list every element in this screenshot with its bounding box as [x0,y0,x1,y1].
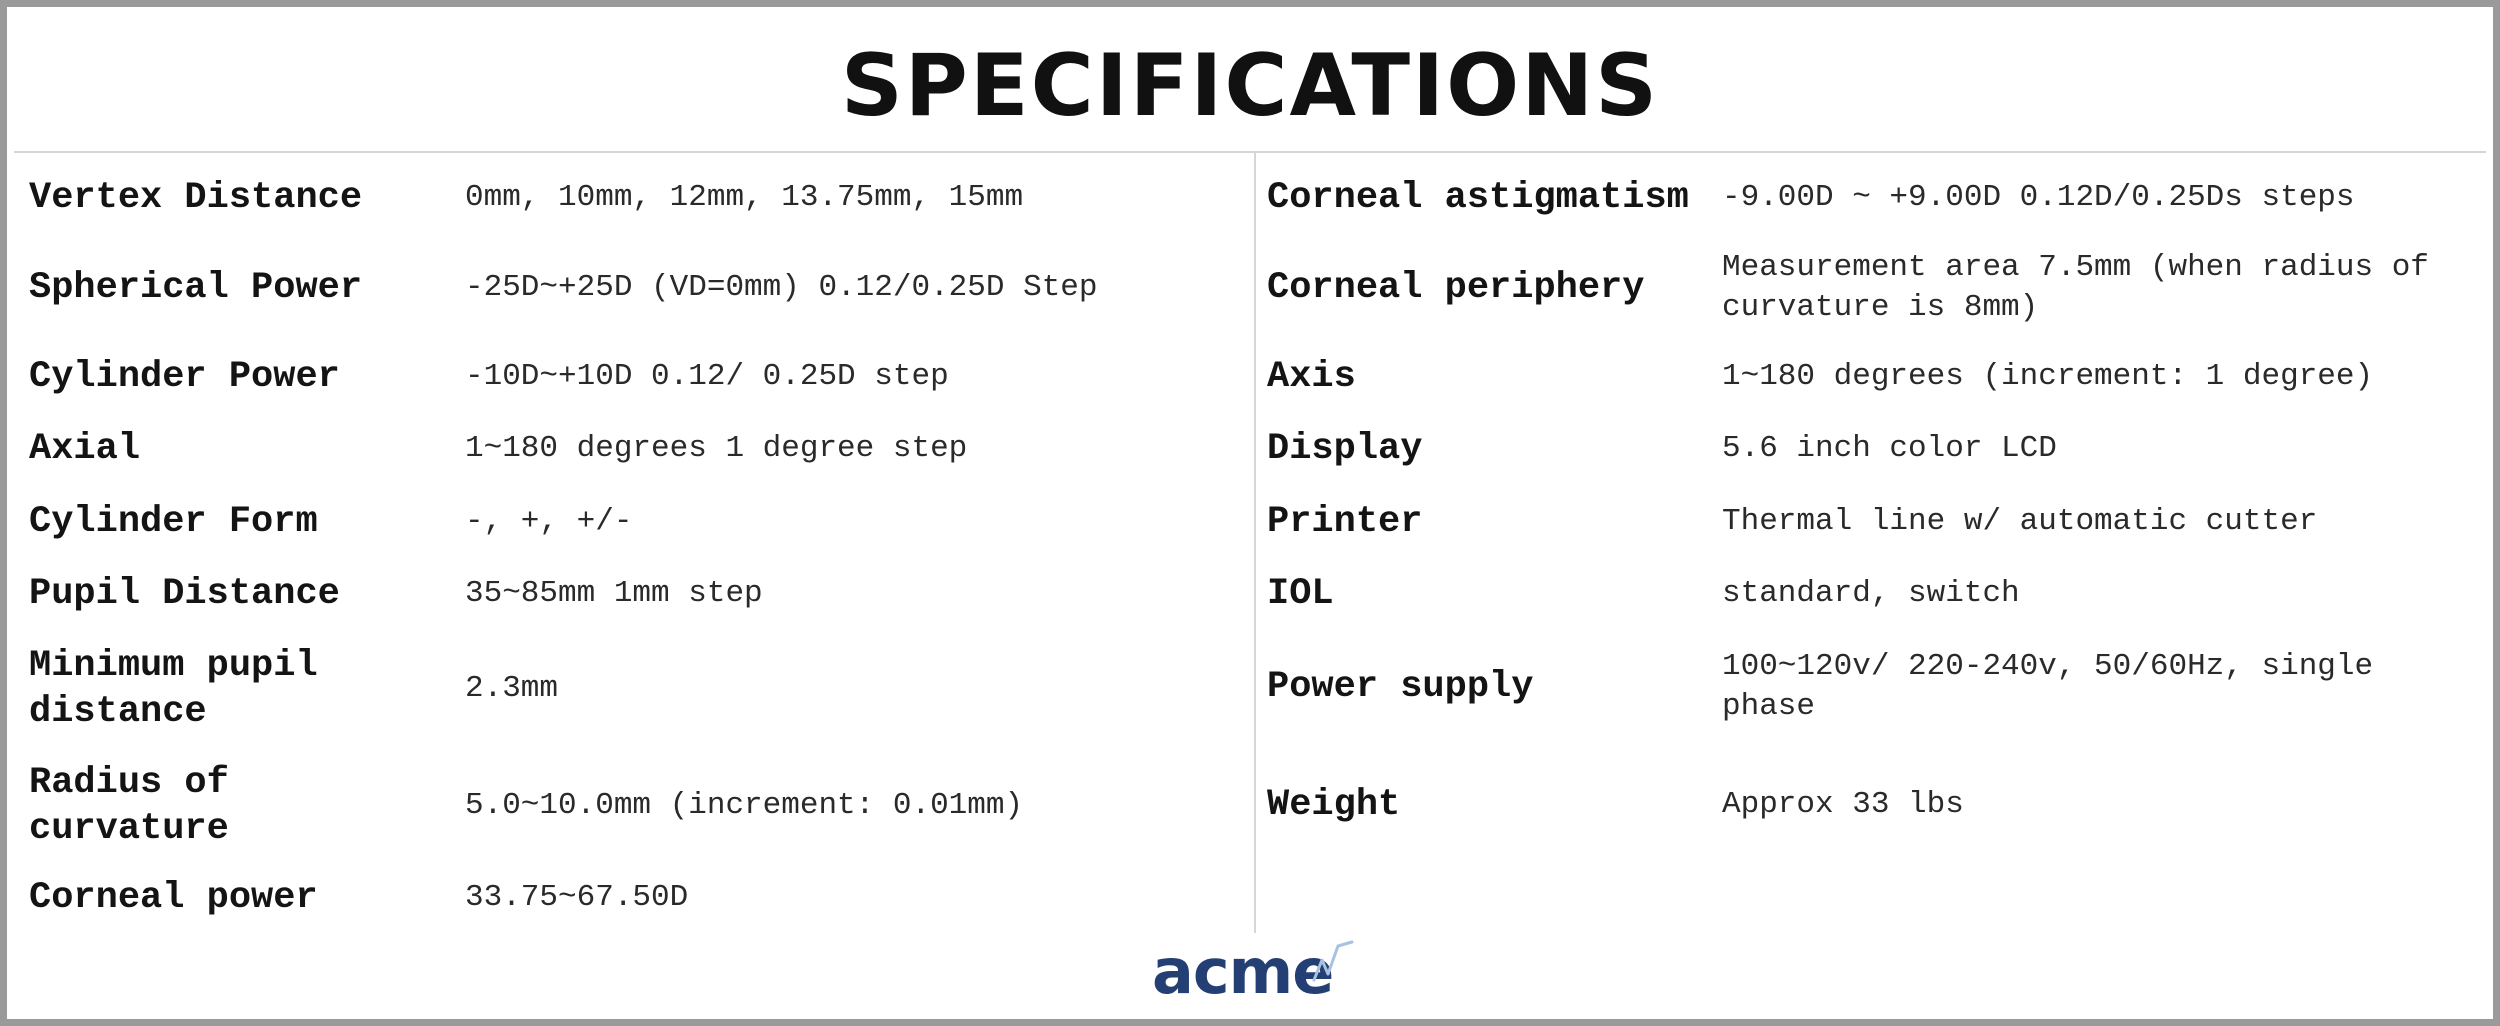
spec-label: Axial [29,428,141,470]
spec-label: Corneal periphery [1267,267,1645,309]
spec-label: Cylinder Power [29,356,340,398]
spec-row [29,248,1244,328]
spec-row [29,637,1244,741]
spec-label: Pupil Distance [29,573,340,615]
spec-label: Printer [1267,501,1423,543]
logo-swoosh-icon [1312,940,1354,988]
spec-row [29,754,1244,858]
spec-value: Approx 33 lbs [1722,787,1964,822]
spec-value: 5.6 inch color LCD [1722,431,2057,466]
spec-value: 35~85mm 1mm step [465,576,763,611]
spec-value: standard, switch [1722,576,2020,611]
spec-value: 5.0~10.0mm (increment: 0.01mm) [465,788,1024,823]
spec-row [1267,420,2492,478]
spec-label: Power supply [1267,666,1534,708]
spec-row [29,565,1244,623]
logo-wordmark: acme [1152,935,1334,1008]
spec-row [1267,565,2492,623]
spec-value: 1~180 degrees (increment: 1 degree) [1722,359,2374,394]
acme-logo [1152,932,1362,1022]
spec-label: Cylinder Form [29,501,318,543]
spec-label: Vertex Distance [29,177,363,219]
spec-row [1267,242,2492,334]
spec-row [29,493,1244,551]
spec-label: Spherical Power [29,267,363,309]
spec-value: -9.00D ~ +9.00D 0.12D/0.25Ds steps [1722,180,2355,215]
spec-value: -10D~+10D 0.12/ 0.25D step [465,359,949,394]
page-title: SPECIFICATIONS [840,36,1660,136]
spec-row [1267,169,2492,227]
spec-label: Minimum pupil distance [29,645,318,733]
spec-label: IOL [1267,573,1334,615]
spec-label: Weight [1267,784,1401,826]
column-divider [1254,153,1256,933]
spec-row [1267,641,2492,733]
spec-value: 0mm, 10mm, 12mm, 13.75mm, 15mm [465,180,1024,215]
spec-row [1267,493,2492,551]
spec-value: 2.3mm [465,671,559,706]
spec-value: 100~120v/ 220-240v, 50/60Hz, single phase [1722,649,2374,724]
spec-label: Axis [1267,356,1356,398]
spec-label: Corneal astigmatism [1267,177,1689,219]
spec-label: Display [1267,428,1423,470]
spec-value: 1~180 degrees 1 degree step [465,431,968,466]
spec-label: Radius of curvature [29,762,229,850]
spec-row [29,348,1244,406]
spec-row [29,169,1244,227]
spec-label: Corneal power [29,877,318,919]
spec-row [1267,348,2492,406]
spec-value: Measurement area 7.5mm (when radius of curvature is 8mm) [1722,250,2429,325]
spec-value: -, +, +/- [465,504,633,539]
title-divider [14,151,2486,153]
spec-value: -25D~+25D (VD=0mm) 0.12/0.25D Step [465,270,1098,305]
spec-value: Thermal line w/ automatic cutter [1722,504,2318,539]
spec-value: 33.75~67.50D [465,880,689,915]
spec-row [29,869,1244,927]
spec-row [29,420,1244,478]
spec-row [1267,776,2492,834]
